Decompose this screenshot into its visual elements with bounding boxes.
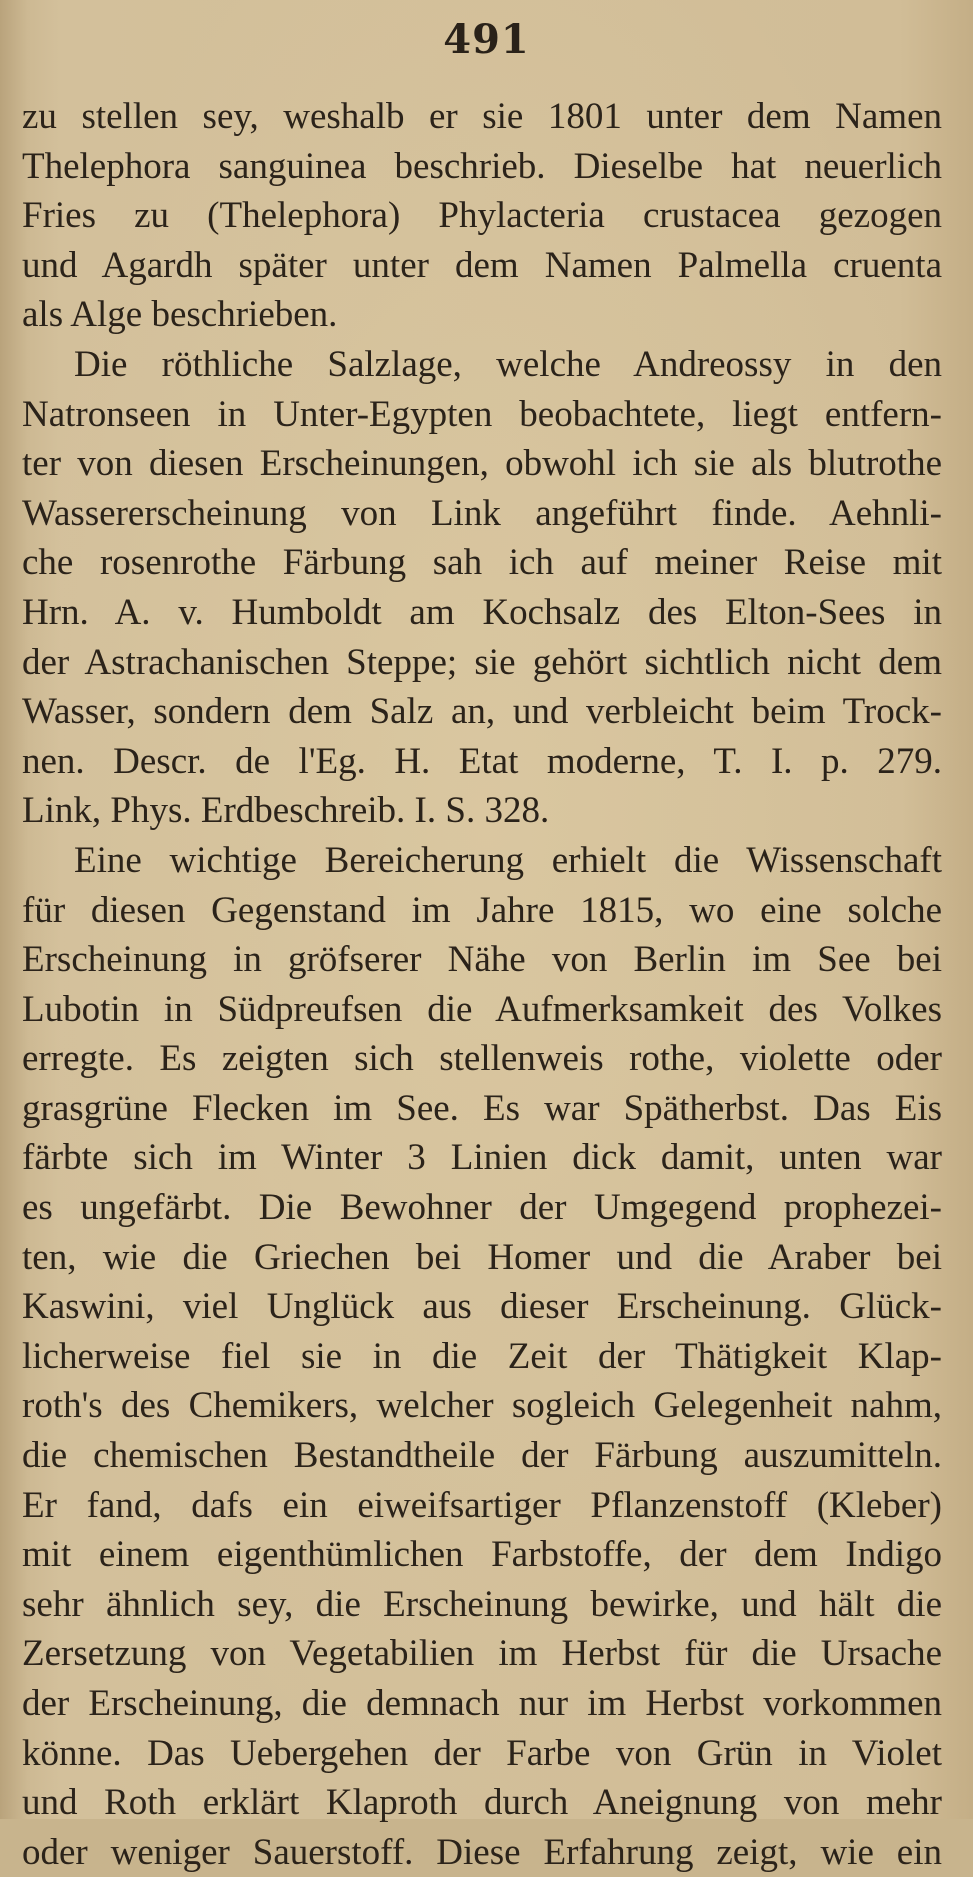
text-line: Thelephora sanguinea beschrieb. Dieselbe hat neuerlich [22,145,942,187]
text-line: Hrn. A. v. Humboldt am Kochsalz des Elton-Sees in [22,591,942,633]
text-line: roth's des Chemikers, welcher sogleich Gelegenheit nahm, [22,1385,942,1427]
text-line: Link, Phys. Erdbeschreib. I. S. 328. [22,790,550,832]
text-line: die chemischen Bestandtheile der Färbung auszumitteln. [22,1435,942,1477]
text-line: oder weniger Sauerstoff. Diese Erfahrung zeigt, wie ein [22,1831,942,1873]
text-line: erregte. Es zeigten sich stellenweis rothe, violette oder [22,1038,942,1080]
text-line: Natronseen in Unter-Egypten beobachtete, liegt entfern- [22,393,942,435]
text-line: zu stellen sey, weshalb er sie 1801 unter dem Namen [22,96,942,137]
text-line: Zersetzung von Vegetabilien im Herbst für die Ursache [22,1633,942,1675]
text-line: und Roth erklärt Klaproth durch Aneignung von mehr [22,1782,942,1824]
text-line: grasgrüne Flecken im See. Es war Spätherbst. Das Eis [22,1087,942,1129]
text-line: der Astrachanischen Steppe; sie gehört sichtlich nicht dem [22,641,942,683]
text-line: könne. Das Uebergehen der Farbe von Grün in Violet [22,1732,942,1774]
text-line: mit einem eigenthümlichen Farbstoffe, der dem Indigo [22,1534,942,1576]
page-number: 491 [443,16,530,63]
text-line: Wassererscheinung von Link angeführt finde. Aehnli- [22,492,942,534]
text-line: es ungefärbt. Die Bewohner der Umgegend prophezei- [22,1187,942,1229]
text-line: Fries zu (Thelephora) Phylacteria crustacea gezogen [22,195,942,237]
text-line: ten, wie die Griechen bei Homer und die Araber bei [22,1236,942,1278]
text-line: Erscheinung in gröfserer Nähe von Berlin im See bei [22,939,942,981]
text-line: färbte sich im Winter 3 Linien dick damit, unten war [22,1137,942,1179]
text-line: der Erscheinung, die demnach nur im Herbst vorkommen [22,1683,942,1724]
text-line: sehr ähnlich sey, die Erscheinung bewirke, und hält die [22,1583,942,1625]
text-line: licherweise fiel sie in die Zeit der Thätigkeit Klap- [22,1335,942,1377]
text-line: und Agardh später unter dem Namen Palmella cruenta [22,244,942,286]
text-line: nen. Descr. de l'Eg. H. Etat moderne, T. I. p. 279. [22,740,942,782]
text-line: che rosenrothe Färbung sah ich auf meiner Reise mit [22,542,942,584]
body-text [22,92,942,1877]
text-line: Wasser, sondern dem Salz an, und verbleicht beim Trock- [22,691,942,733]
text-line: Eine wichtige Bereicherung erhielt die Wissenschaft [74,839,942,881]
text-line: Lubotin in Südpreufsen die Aufmerksamkeit des Volkes [22,988,942,1030]
text-line: Die röthliche Salzlage, welche Andreossy in den [74,343,942,385]
text-line: Er fand, dafs ein eiweifsartiger Pflanzenstoff (Kleber) [22,1484,942,1526]
text-line: als Alge beschrieben. [22,294,338,336]
text-line: ter von diesen Erscheinungen, obwohl ich sie als blutrothe [22,443,942,485]
text-line: für diesen Gegenstand im Jahre 1815, wo eine solche [22,889,942,931]
text-line: Kaswini, viel Unglück aus dieser Erscheinung. Glück- [22,1286,942,1328]
